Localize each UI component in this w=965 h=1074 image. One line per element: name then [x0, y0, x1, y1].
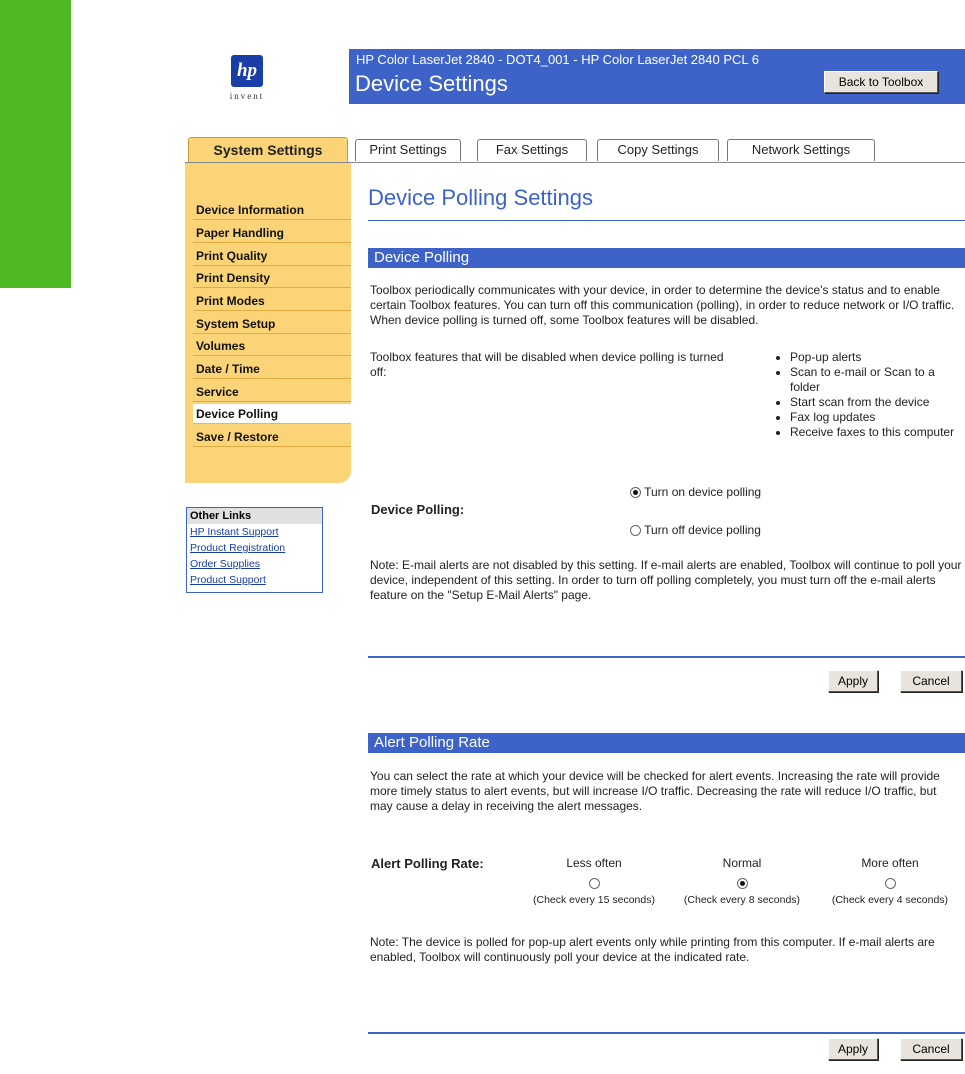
hp-logo: [215, 55, 277, 107]
turn-on-polling-label: Turn on device polling: [644, 485, 762, 499]
sidebar-item-device-information[interactable]: Device Information: [193, 200, 351, 220]
alert-polling-rate-label: Alert Polling Rate:: [371, 856, 484, 871]
feature-item: • Receive faxes to this computer: [790, 425, 965, 440]
turn-on-polling-radio[interactable]: [630, 487, 641, 498]
rate-normal-detail: (Check every 8 seconds): [683, 894, 801, 906]
rate-more-often-label: More often: [861, 856, 919, 870]
sidebar-item-save-restore[interactable]: Save / Restore: [193, 427, 351, 447]
link-hp-instant-support[interactable]: HP Instant Support: [190, 526, 279, 538]
sidebar-item-print-modes[interactable]: Print Modes: [193, 291, 351, 311]
link-product-support[interactable]: Product Support: [190, 574, 266, 586]
hp-logo-tagline: invent: [229, 91, 265, 101]
title-divider: [368, 220, 965, 221]
header-bar: [349, 49, 965, 104]
tab-system-settings[interactable]: System Settings: [188, 137, 348, 162]
device-polling-header: Device Polling: [368, 248, 965, 268]
rate-more-often-radio[interactable]: [885, 878, 896, 889]
polling-divider: [368, 656, 965, 658]
rate-option-more-often[interactable]: [816, 856, 964, 906]
tab-fax-settings[interactable]: Fax Settings: [477, 139, 587, 161]
device-polling-label: Device Polling:: [371, 502, 465, 517]
tab-network-settings[interactable]: Network Settings: [727, 139, 875, 161]
rate-less-often-radio[interactable]: [589, 878, 600, 889]
cancel-button[interactable]: Cancel: [900, 670, 962, 692]
sidebar-item-volumes[interactable]: Volumes: [193, 336, 351, 356]
link-product-registration[interactable]: Product Registration: [190, 542, 286, 554]
hp-logo-mark: hp: [231, 55, 263, 87]
turn-off-polling-label: Turn off device polling: [644, 523, 761, 537]
other-links-title: Other Links: [187, 508, 322, 524]
sidebar: [185, 163, 351, 483]
rate-normal-radio[interactable]: [737, 878, 748, 889]
rate-less-often-detail: (Check every 15 seconds): [533, 894, 655, 906]
tab-print-settings[interactable]: Print Settings: [355, 139, 461, 161]
rate-option-normal[interactable]: [668, 856, 816, 906]
tab-bar: [185, 139, 965, 163]
device-polling-intro: Toolbox periodically communicates with your device, in order to determine the device's status and to enable certain Toolbox features. You can turn off this communication (polling), in order to reduce network or I/O traffic. When device polling is turned off, some Toolbox features will be disabled.: [370, 283, 955, 327]
turn-off-polling-radio[interactable]: [630, 525, 641, 536]
alert-polling-intro: You can select the rate at which your device will be checked for alert events. Increasing the rate will provide more timely status to alert events, but will increase I/O traffic. Decreasing the rate will reduce I/O traffic, but may cause a delay in receiving the alert messages.: [370, 769, 940, 813]
sidebar-item-print-quality[interactable]: Print Quality: [193, 246, 351, 266]
alert-cancel-button[interactable]: Cancel: [900, 1038, 962, 1060]
green-side-bar: [0, 0, 71, 288]
back-to-toolbox-button[interactable]: Back to Toolbox: [824, 71, 938, 93]
disabled-features-list: [776, 350, 965, 440]
header-title: Device Settings: [355, 71, 508, 96]
turn-on-polling-option[interactable]: [630, 485, 761, 499]
sidebar-item-system-setup[interactable]: System Setup: [193, 314, 351, 334]
apply-button[interactable]: Apply: [828, 670, 878, 692]
alert-divider: [368, 1032, 965, 1034]
sidebar-item-service[interactable]: Service: [193, 382, 351, 402]
sidebar-item-date-time[interactable]: Date / Time: [193, 359, 351, 379]
rate-more-often-detail: (Check every 4 seconds): [831, 894, 949, 906]
feature-item: • Pop-up alerts: [790, 350, 965, 365]
feature-item: • Fax log updates: [790, 410, 965, 425]
turn-off-polling-option[interactable]: [630, 523, 761, 537]
sidebar-item-print-density[interactable]: Print Density: [193, 268, 351, 288]
rate-less-often-label: Less often: [566, 856, 622, 870]
device-polling-note: Note: E-mail alerts are not disabled by this setting. If e-mail alerts are enabled, Toolbox will continue to poll your device, independent of this setting. In order to turn off polling completely, you must turn off the e-mail alerts feature on the "Setup E-Mail Alerts" page.: [370, 558, 962, 602]
feature-item: • Start scan from the device: [790, 395, 965, 410]
other-links-box: [186, 507, 323, 593]
rate-normal-label: Normal: [722, 856, 762, 870]
alert-polling-note: Note: The device is polled for pop-up alert events only while printing from this computer. If e-mail alerts are enabled, Toolbox will continuously poll your device at the indicated rate.: [370, 935, 935, 964]
sidebar-item-device-polling[interactable]: Device Polling: [193, 404, 351, 424]
feature-item: • Scan to e-mail or Scan to a folder: [790, 365, 965, 395]
tab-copy-settings[interactable]: Copy Settings: [597, 139, 719, 161]
page-title: Device Polling Settings: [368, 185, 594, 210]
rate-option-less-often[interactable]: [520, 856, 668, 906]
sidebar-item-paper-handling[interactable]: Paper Handling: [193, 223, 351, 243]
disabled-features-intro: Toolbox features that will be disabled when device polling is turned off:: [370, 350, 724, 379]
alert-polling-header: Alert Polling Rate: [368, 733, 965, 753]
alert-apply-button[interactable]: Apply: [828, 1038, 878, 1060]
device-subtitle: HP Color LaserJet 2840 - DOT4_001 - HP Color LaserJet 2840 PCL 6: [356, 52, 759, 67]
link-order-supplies[interactable]: Order Supplies: [190, 558, 261, 570]
